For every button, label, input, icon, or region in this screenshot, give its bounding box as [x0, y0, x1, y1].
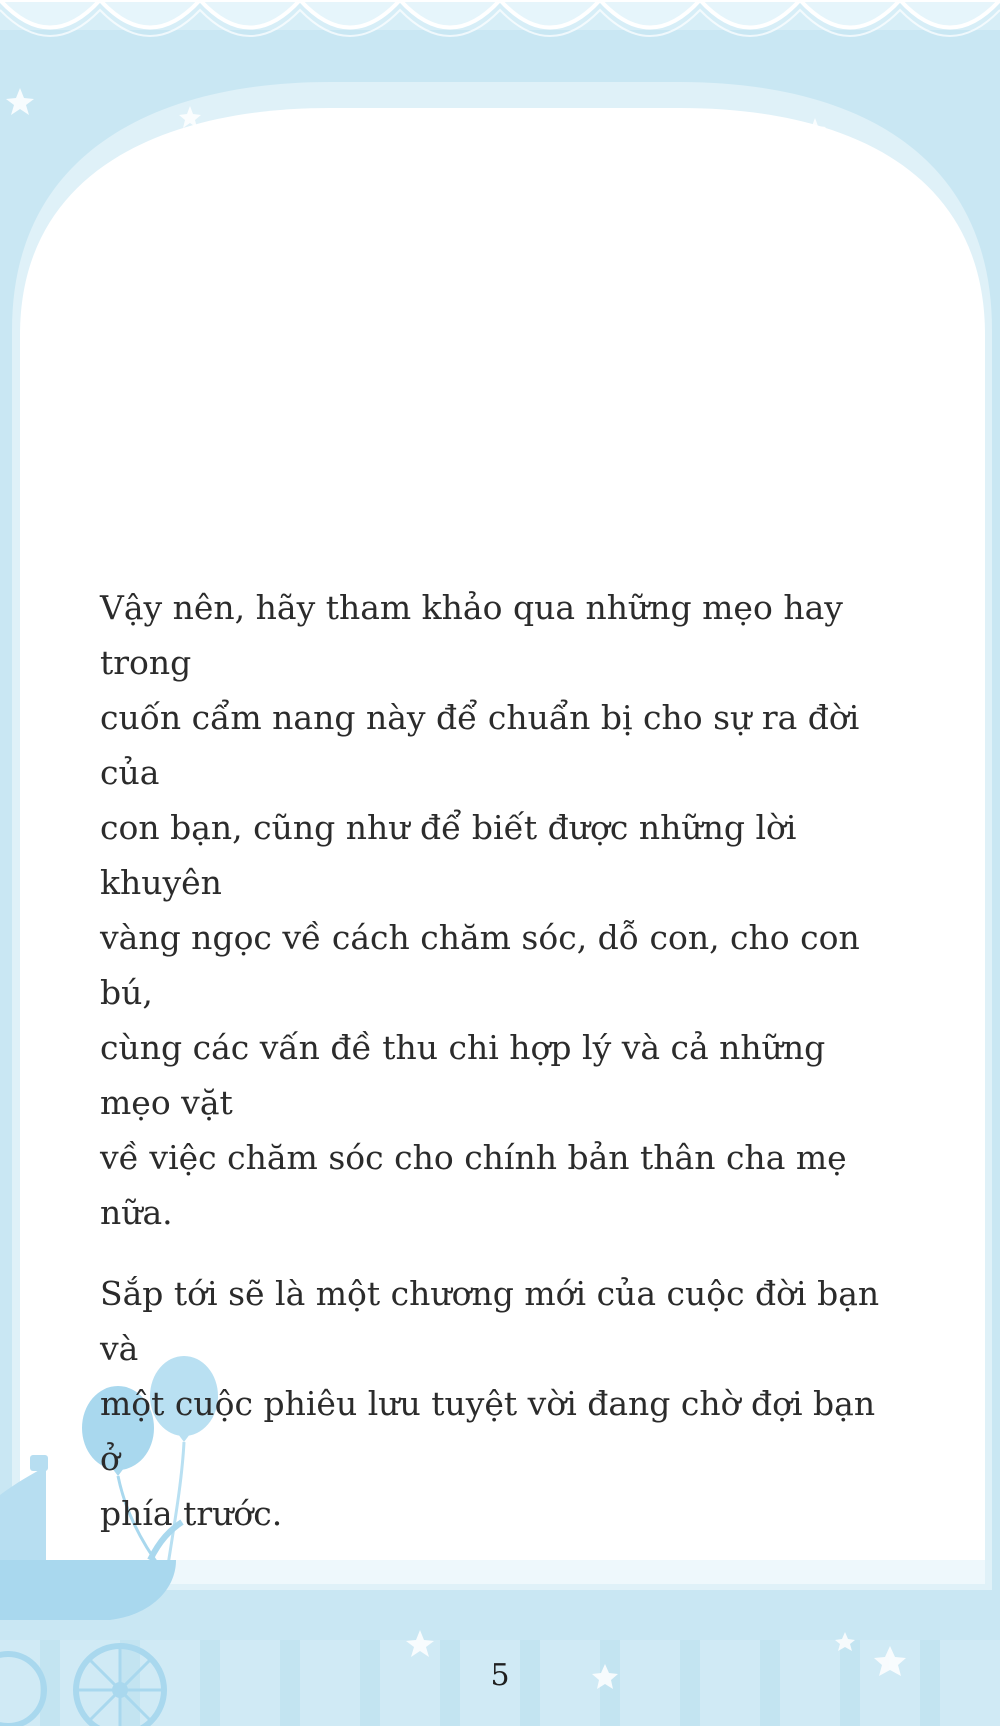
page-number: 5	[490, 1658, 510, 1693]
paragraph-1	[100, 580, 900, 1240]
text-line: cuốn cẩm nang này để chuẩn bị cho sự ra đời của	[100, 698, 860, 792]
text-line: Vậy nên, hãy tham khảo qua những mẹo hay trong	[100, 588, 843, 682]
text-line: cùng các vấn đề thu chi hợp lý và cả những mẹo vặt	[100, 1028, 826, 1122]
body-text	[100, 580, 900, 1541]
text-line: Sắp tới sẽ là một chương mới của cuộc đời bạn và	[100, 1274, 880, 1368]
text-line: phía trước.	[100, 1494, 283, 1533]
text-line: con bạn, cũng như để biết được những lời khuyên	[100, 808, 797, 902]
text-line: vàng ngọc về cách chăm sóc, dỗ con, cho con bú,	[100, 918, 860, 1012]
text-line: một cuộc phiêu lưu tuyệt vời đang chờ đợi bạn ở	[100, 1384, 876, 1478]
paragraph-2	[100, 1266, 900, 1541]
text-line: về việc chăm sóc cho chính bản thân cha mẹ nữa.	[100, 1138, 847, 1232]
